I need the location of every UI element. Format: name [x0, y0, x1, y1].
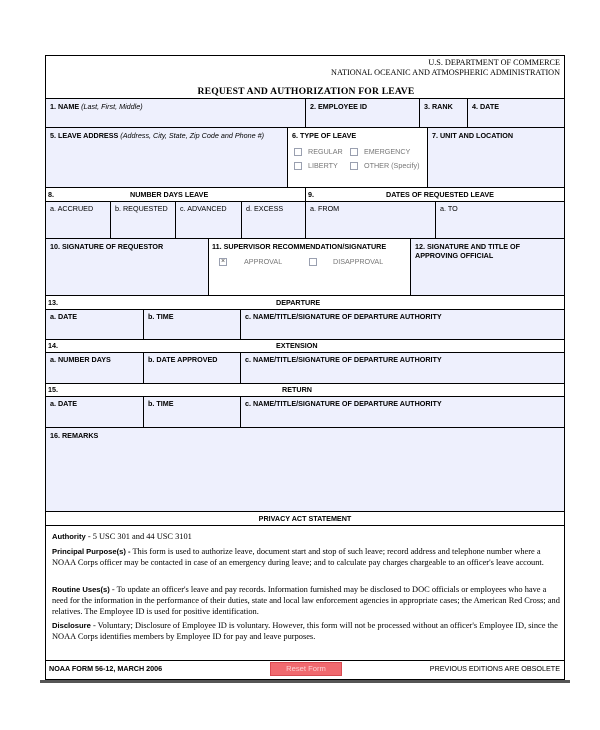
privacy-header [46, 512, 564, 526]
section-8-number: 8. [48, 190, 54, 199]
authority-text: - 5 USC 301 and 44 USC 3101 [87, 532, 192, 541]
requestor-signature-label: 10. SIGNATURE OF REQUESTOR [50, 242, 164, 251]
departure-time-field[interactable] [144, 310, 241, 340]
advanced-label: c. ADVANCED [180, 204, 227, 213]
disapproval-label: DISAPPROVAL [333, 257, 384, 266]
other-checkbox[interactable] [350, 162, 358, 170]
remarks-label: 16. REMARKS [50, 431, 99, 440]
regular-label: REGULAR [308, 147, 343, 156]
advanced-field[interactable] [176, 202, 242, 239]
to-label: a. TO [440, 204, 458, 213]
return-authority-label: c. NAME/TITLE/SIGNATURE OF DEPARTURE AUTHORITY [245, 399, 442, 408]
date-field[interactable] [468, 99, 564, 128]
extension-authority-field[interactable] [241, 353, 564, 384]
section-14-number: 14. [48, 341, 58, 350]
accrued-label: a. ACCRUED [50, 204, 94, 213]
rank-field[interactable] [420, 99, 468, 128]
section-8-header [46, 188, 306, 202]
type-of-leave-label: 6. TYPE OF LEAVE [292, 131, 357, 140]
name-field[interactable] [46, 99, 306, 128]
form-id: NOAA FORM 56-12, MARCH 2006 [49, 664, 163, 673]
extension-days-field[interactable] [46, 353, 144, 384]
section-13-number: 13. [48, 298, 58, 307]
extension-days-label: a. NUMBER DAYS [50, 355, 111, 364]
disclosure-paragraph [52, 620, 560, 642]
routine-uses-text: - To update an officer's leave and pay records. Information furnished may be disclosed to DOC officials or employees who have a need for the information in the performance of their duties, state and local law enforcement agencies in appropriate cases; the American Red Cross; and relatives. The Employee ID is used for positive identification. [52, 585, 560, 616]
extension-date-approved-field[interactable] [144, 353, 241, 384]
dates-requested-heading: DATES OF REQUESTED LEAVE [386, 190, 494, 199]
excess-field[interactable] [242, 202, 306, 239]
department-name: U.S. DEPARTMENT OF COMMERCE [428, 58, 560, 67]
privacy-title: PRIVACY ACT STATEMENT [258, 514, 352, 523]
name-label: 1. NAME (Last, First, Middle) [50, 102, 143, 111]
departure-heading: DEPARTURE [276, 298, 321, 307]
supervisor-recommendation-label: 11. SUPERVISOR RECOMMENDATION/SIGNATURE [212, 242, 387, 251]
requestor-signature-field[interactable] [46, 239, 209, 296]
agency-name: NATIONAL OCEANIC AND ATMOSPHERIC ADMINISTRATION [331, 68, 560, 77]
to-field[interactable] [436, 202, 564, 239]
requested-label: b. REQUESTED [115, 204, 168, 213]
extension-header [46, 340, 564, 353]
extension-date-approved-label: b. DATE APPROVED [148, 355, 218, 364]
employee-id-label: 2. EMPLOYEE ID [310, 102, 368, 111]
approval-label: APPROVAL [244, 257, 283, 266]
number-days-leave-heading: NUMBER DAYS LEAVE [130, 190, 209, 199]
extension-authority-label: c. NAME/TITLE/SIGNATURE OF DEPARTURE AUTHORITY [245, 355, 442, 364]
requested-field[interactable] [111, 202, 176, 239]
departure-authority-field[interactable] [241, 310, 564, 340]
other-label: OTHER (Specify) [364, 161, 420, 170]
liberty-checkbox[interactable] [294, 162, 302, 170]
disclosure-text: - Voluntary; Disclosure of Employee ID is voluntary. However, this form will not be processed without an officer's Employee ID, since the NOAA Corps identifies members by Employee ID for pay and leave purposes. [52, 621, 558, 641]
departure-header [46, 296, 564, 310]
return-authority-field[interactable] [241, 397, 564, 428]
routine-uses-paragraph [52, 584, 560, 617]
return-time-label: b. TIME [148, 399, 174, 408]
purpose-paragraph [52, 546, 560, 568]
page-bottom-rule [40, 680, 570, 683]
return-header [46, 384, 564, 397]
leave-address-label: 5. LEAVE ADDRESS (Address, City, State, Zip Code and Phone #) [50, 131, 264, 140]
form-title: REQUEST AND AUTHORIZATION FOR LEAVE [197, 86, 415, 97]
approving-official-signature-field[interactable] [411, 239, 564, 296]
departure-time-label: b. TIME [148, 312, 174, 321]
purpose-text: This form is used to authorize leave, document start and stop of such leave; record address and telephone number where a NOAA Corps officer may be contacted in case of an emergency during leave; and to calculate pay charges chargeable to an officer's leave account. [52, 547, 544, 567]
disclosure-label: Disclosure [52, 621, 91, 630]
reset-form-button[interactable]: Reset Form [270, 662, 342, 676]
approving-official-label-line2: APPROVING OFFICIAL [415, 251, 494, 260]
leave-address-field[interactable] [46, 128, 288, 188]
emergency-label: EMERGENCY [364, 147, 411, 156]
excess-label: d. EXCESS [246, 204, 284, 213]
type-of-leave-group [288, 128, 428, 188]
leave-form [45, 55, 565, 680]
emergency-checkbox[interactable] [350, 148, 358, 156]
supervisor-recommendation-group [209, 239, 411, 296]
liberty-label: LIBERTY [308, 161, 338, 170]
section-9-number: 9. [308, 190, 314, 199]
approving-official-label-line1: 12. SIGNATURE AND TITLE OF [415, 242, 521, 251]
return-date-field[interactable] [46, 397, 144, 428]
date-label: 4. DATE [472, 102, 500, 111]
return-date-label: a. DATE [50, 399, 78, 408]
departure-date-label: a. DATE [50, 312, 78, 321]
accrued-field[interactable] [46, 202, 111, 239]
extension-heading: EXTENSION [276, 341, 318, 350]
obsolete-notice: PREVIOUS EDITIONS ARE OBSOLETE [429, 664, 560, 673]
section-9-header [306, 188, 564, 202]
regular-checkbox[interactable] [294, 148, 302, 156]
from-label: a. FROM [310, 204, 340, 213]
from-field[interactable] [306, 202, 436, 239]
authority-paragraph [52, 531, 560, 542]
section-15-number: 15. [48, 385, 58, 394]
remarks-field[interactable] [46, 428, 564, 512]
return-heading: RETURN [282, 385, 312, 394]
rank-label: 3. RANK [424, 102, 453, 111]
disapproval-checkbox[interactable] [309, 258, 317, 266]
authority-label: Authority [52, 532, 86, 541]
unit-location-label: 7. UNIT AND LOCATION [432, 131, 514, 140]
departure-authority-label: c. NAME/TITLE/SIGNATURE OF DEPARTURE AUTHORITY [245, 312, 442, 321]
unit-location-field[interactable] [428, 128, 564, 188]
employee-id-field[interactable] [306, 99, 420, 128]
return-time-field[interactable] [144, 397, 241, 428]
purpose-label: Principal Purpose(s) - [52, 547, 131, 556]
routine-uses-label: Routine Uses(s) [52, 585, 110, 594]
approval-checkbox[interactable]: × [220, 258, 226, 265]
departure-date-field[interactable] [46, 310, 144, 340]
